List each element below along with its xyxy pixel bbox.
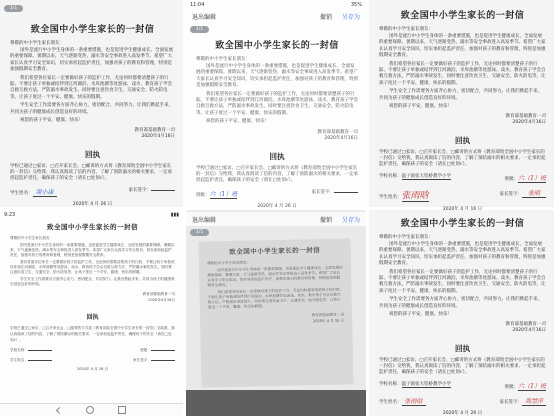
letter-signature-block [379,322,546,334]
letter-paragraph: 我们希望各位家长一定要做好孩子的监护工作，无论何时都要清楚孩子的行踪，不要让孩子单独或结伴到江河湖泊、水库池塘等处游泳、戏水，教育孩子学会自救互救方法，严防溺水事故发生。同时要注意饮食卫生、交通安全、防火防电等，让孩子度过一个平安、健康、快乐的假期。 [379,269,546,294]
receipt-body: 学校已通过□家访、□召开家长会、□邮寄的方式将《教育部致全国中小学生家长的一封信》交给我，我认真阅读了信的内容，了解了预防溺水的相关要求，一定承担起监护责任，确保孩子的安全（请在□处划√）。 [10,164,172,182]
letter-document [10,222,175,402]
receipt-date: 2020年 4 月 26 日 [76,367,109,371]
page-indicator: 1/1 [4,5,23,12]
student-name-field[interactable]: 周小康 [33,187,57,197]
letter-document [196,38,358,209]
receipt-row [10,187,175,197]
back-icon[interactable] [56,406,63,413]
letter-paragraph: 学生安全工作需要各方面齐心协力，密切配合，共同努力。让我们携起手来，共同为孩子的健康成长创造良好的环境。 [379,89,542,101]
class-label: 班级： [140,348,151,352]
letter-paragraph: 国外是流行中小学生身体的一条重要措施，也是促进学生健康成长、全面发展的重要保障。暑期以来，天气逐渐变热，溺水等安全事故进入高发季节。希望广大家长认真学习安全知识，切实承担起监护责任，加强对孩子的教育和管理，特别是加强假期安全教育。 [10,243,175,257]
letter-signature-block [379,114,546,126]
letter-closing: 祝您的孩子平安、健康、快乐！ [20,118,83,124]
photographed-paper [198,238,353,387]
receipt-body: 学校已通过□家访、□召开家长会、□邮寄的方式将《教育部致全国中小学生家长的一封信》交给我，我认真阅读了信的内容，了解了预防溺水的相关要求，一定承担起监护责任，确保孩子的安全（请在□处划√）。 [379,150,546,168]
parent-signature-field[interactable]: 张明 [522,188,546,198]
class-label: 班级： [504,385,519,391]
receipt-row [10,358,175,363]
letter-greeting: 尊敬的中小学生家长朋友： [379,235,433,240]
school-label: 学校名称： [379,174,402,180]
receipt-body: 学校已通过□家访、□召开家长会、□邮寄的方式将《教育部致全国中小学生家长的一封信》交给我，我认真阅读了信的内容，了解了预防溺水的相关要求，一定承担起监护责任，确保孩子的安全（请在□处划√）。 [379,358,546,376]
letter-date: 2020年 4 月 16 日 [312,318,345,324]
letter-paragraph: 学生安全工作需要各方面齐心协力，密切配合，共同努力。让我们携起手来，共同为孩子的健康成长创造良好的环境。 [10,103,173,115]
receipt-body: 学校已通过□家访、□召开家长会、□邮寄的方式将《教育部致全国中小学生家长的一封信》交给我，我认真阅读了信的内容，了解了预防溺水的相关要求，一定承担起监护责任，确保孩子的安全（请在□处划√）。 [10,326,175,342]
letter-signature: 教育部基础教育一司 [311,312,345,318]
parent-signature-field[interactable] [151,360,175,361]
school-field[interactable]: 温子镇张大铝桥教学小学 [401,382,451,388]
student-name-field[interactable]: 张雨晗 [402,396,426,406]
student-label: 学生姓名： [10,191,33,197]
screenshot-panel-5 [186,210,366,416]
class-field[interactable]: 六（1）班 [518,383,546,391]
school-label: 学校名称： [10,348,28,352]
letter-signature: 教育部基础教育一司 [505,322,546,328]
battery-level: 35% [350,2,362,8]
school-field[interactable] [28,350,52,351]
receipt-title: 回执 [455,136,470,146]
student-name-field[interactable] [28,360,52,361]
letter-document [379,8,546,203]
editor-toolbar [186,9,366,23]
letter-document [379,216,546,416]
parent-label: 家长签字： [128,188,151,194]
exit-edit-button[interactable]: 退出编辑 [192,13,217,21]
letter-signature: 教育部基础教育一司 [134,128,175,134]
letter-greeting: 尊敬的中小学生家长朋友： [10,236,54,240]
letter-paragraph: 国外是流行中小学生身体的一条重要措施，也是促进学生健康成长、全面发展的重要保障。暑期以来，天气逐渐变热，溺水等安全事故进入高发季节。希望广大家长认真学习安全知识，切实承担起监护责任，加强对孩子的教育和管理，特别是加强假期安全教育。 [196,64,358,89]
letter-closing: 祝您的孩子平安、健康、快乐！ [206,119,269,125]
screenshot-panel-4 [0,210,183,416]
letter-signature-block [208,312,344,327]
save-as-button[interactable]: 另存为 [341,13,360,21]
parent-label: 家长签字： [133,358,151,362]
class-label: 班级： [196,192,210,198]
undo-button[interactable]: 撤销 [319,13,332,21]
receipt-row [379,173,546,183]
screenshot-panel-3 [369,0,554,207]
letter-signature-block [10,291,175,303]
letter-paragraph: 我们希望各位家长一定要做好孩子的监护工作，无论何时都要清楚孩子的行踪，不要让孩子单独或结伴到江河湖泊、水库池塘等处游泳、戏水，教育孩子学会自救互救方法，严防溺水事故发生。同时要注意饮食卫生、交通安全、防火防电等，让孩子度过一个平安、健康、快乐的假期。 [379,61,546,86]
home-icon[interactable] [86,406,94,414]
undo-button[interactable]: 撤销 [319,216,332,224]
letter-greeting: 尊敬的中小学生家长朋友： [379,27,433,32]
letter-paragraph: 国外是流行中小学生身体的一条重要措施，也是促进学生健康成长、全面发展的重要保障。暑期以来，天气逐渐变热，溺水等安全事故进入高发季节。希望广大家长认真学习安全知识，切实承担起监护责任，加强对孩子的教育和管理，特别是加强假期安全教育。 [379,34,546,59]
receipt-row [379,381,546,391]
student-label: 学生姓名： [10,358,28,362]
letter-title: 致全国中小学生家长的一封信 [229,246,321,256]
receipt-row [10,348,175,353]
letter-paragraph: 学生安全工作需要各方面齐心协力，密切配合，共同努力。让我们携起手来，共同为孩子的健康成长创造良好的环境。 [379,297,542,309]
parent-signature-field[interactable] [334,192,358,193]
letter-paragraph: 学生安全工作需要各方面齐心协力，密切配合，共同努力。让我们携起手来，共同为孩子的健康成长创造良好的环境。 [10,277,175,286]
letter-greeting: 尊敬的中小学生家长朋友： [196,57,250,62]
letter-paragraph: 我们希望各位家长一定要做好孩子的监护工作，无论何时都要清楚孩子的行踪，不要让孩子单独或结伴到江河湖泊、水库池塘等处游泳、戏水，教育孩子学会自救互救方法，严防溺水事故发生。同时要注意饮食卫生、交通安全、防火防电等，让孩子度过一个平安、健康、快乐的假期。 [10,260,175,274]
letter-title: 致全国中小学生家长的一封信 [47,223,138,231]
letter-title: 致全国中小学生家长的一封信 [30,25,155,35]
parent-label: 家长签字： [311,189,334,195]
letter-paragraph: 我们希望各位家长一定要做好孩子的监护工作，无论何时都要清楚孩子的行踪，不要让孩子单独或结伴到江河湖泊、水库池塘等处游泳、戏水，教育孩子学会自救互救方法，严防溺水事故发生。同时要注意饮食卫生、交通安全、防火防电等，让孩子度过一个平安、健康、快乐的假期。 [196,91,358,116]
status-bar [0,210,183,220]
letter-date: 2020年4月16日 [141,134,175,140]
class-field[interactable] [151,350,175,351]
school-field[interactable]: 温子镇张大铝桥教学小学 [401,174,451,180]
signal-icon: ▮▮▮ [170,212,179,218]
letter-date: 2020年4月16日 [512,120,546,126]
letter-paragraph: 国外是流行中小学生身体的一条重要措施，也是促进学生健康成长、全面发展的重要保障。暑期以来，天气逐渐变热，溺水等安全事故进入高发季节。希望广大家长认真学习安全知识，切实承担起监护责任，加强对孩子的教育和管理，特别是加强假期安全教育。 [10,48,173,73]
receipt-title: 回执 [85,150,100,160]
student-label: 学生姓名： [379,400,402,406]
letter-document [207,245,346,382]
student-label: 学生姓名： [379,195,402,201]
receipt-title: 回执 [269,151,285,161]
parent-signature-field[interactable]: 周慧萍 [522,396,546,406]
letter-closing: 祝您的孩子平安、健康、快乐！ [389,312,452,318]
letter-title: 致全国中小学生家长的一封信 [215,41,339,51]
editor-toolbar [186,212,366,226]
letter-title: 致全国中小学生家长的一封信 [400,219,525,229]
receipt-body: 学校已通过□家访、□召开家长会、□邮寄的方式将《教育部致全国中小学生家长的一封信》交给我，我认真阅读了信的内容，了解了预防溺水的相关要求，一定承担起监护责任，确保孩子的安全（请在□处划√）。 [196,165,358,183]
receipt-title: 回执 [86,314,99,321]
receipt-title: 回执 [455,344,470,354]
letter-signature: 教育部基础教育一司 [505,114,546,120]
letter-paragraph: 国外是流行中小学生身体的一条重要措施，也是促进学生健康成长、全面发展的重要保障。暑期以来，天气逐渐变热，溺水等安全事故进入高发季节。希望广大家长认真学习安全知识，切实承担起监护责任，加强对孩子的教育和管理，特别是加强假期安全教育。 [207,265,343,288]
letter-signature: 教育部基础教育一司 [142,292,175,296]
page-indicator: 1/1 [190,26,209,33]
page-indicator: 1/1 [190,229,209,236]
receipt-date: 2020年 4 月 26 日 [72,202,113,208]
parent-label: 家长签字： [499,192,522,198]
parent-signature-field[interactable] [151,190,175,191]
receipt-date: 2020年 4 月 26 日 [442,411,483,416]
recent-apps-icon[interactable] [118,406,126,414]
letter-paragraph: 我们希望各位家长一定要做好孩子的监护工作，无论何时都要清楚孩子的行踪，不要让孩子单独或结伴到江河湖泊、水库池塘等处游泳、戏水，教育孩子学会自救互救方法，严防溺水事故发生。同时要注意饮食卫生、交通安全、防火防电等，让孩子度过一个平安、健康、快乐的假期。 [10,75,172,100]
dark-footer [186,390,366,416]
screenshot-panel-1 [0,0,183,207]
receipt-row [379,396,546,406]
status-time: 11:04 [190,2,205,8]
class-field[interactable]: 六（1）班 [518,175,546,183]
letter-title: 致全国中小学生家长的一封信 [400,11,525,21]
letter-greeting: 尊敬的中小学生家长朋友： [206,260,251,266]
letter-signature-block [10,128,175,140]
class-field[interactable]: 六（1）班 [209,190,238,198]
android-nav-bar [0,403,183,416]
receipt-date: 2020年 4 月 26 日 [257,203,297,209]
screenshot-panel-2 [186,0,366,207]
letter-date: 2020年4月16日 [148,298,175,302]
letter-date: 2020年4月16日 [324,135,358,141]
letter-signature-block [196,130,358,142]
letter-closing: 祝您的孩子平安、健康、快乐！ [389,104,452,110]
student-name-field[interactable]: 张雨晗 [402,188,429,202]
exit-edit-button[interactable]: 退出编辑 [192,216,217,224]
class-label: 班级： [504,177,519,183]
letter-document [10,22,175,208]
school-label: 学校名称： [379,382,402,388]
parent-label: 家长签字： [499,400,522,406]
receipt-row [379,188,546,202]
screenshot-panel-6 [369,210,554,416]
letter-date: 2020年4月16日 [512,328,546,334]
status-time: 9:23 [4,212,16,218]
letter-greeting: 尊敬的中小学生家长朋友： [10,41,64,46]
letter-paragraph: 我们希望各位家长一定要做好孩子的监护工作，无论何时都要清楚孩子的行踪，不要让孩子单独或结伴到江河湖泊、水库池塘等处游泳、戏水，教育孩子学会自救互救方法，严防溺水事故发生。同时要注意饮食卫生、交通安全、防火防电等，让孩子度过一个平安、健康、快乐的假期。 [207,287,344,310]
receipt-row [196,189,358,199]
save-as-button[interactable]: 另存为 [341,216,360,224]
letter-paragraph: 国外是流行中小学生身体的一条重要措施，也是促进学生健康成长、全面发展的重要保障。暑期以来，天气逐渐变热，溺水等安全事故进入高发季节。希望广大家长认真学习安全知识，切实承担起监护责任，加强对孩子的教育和管理，特别是加强假期安全教育。 [379,242,546,267]
letter-signature: 教育部基础教育一司 [317,129,358,135]
